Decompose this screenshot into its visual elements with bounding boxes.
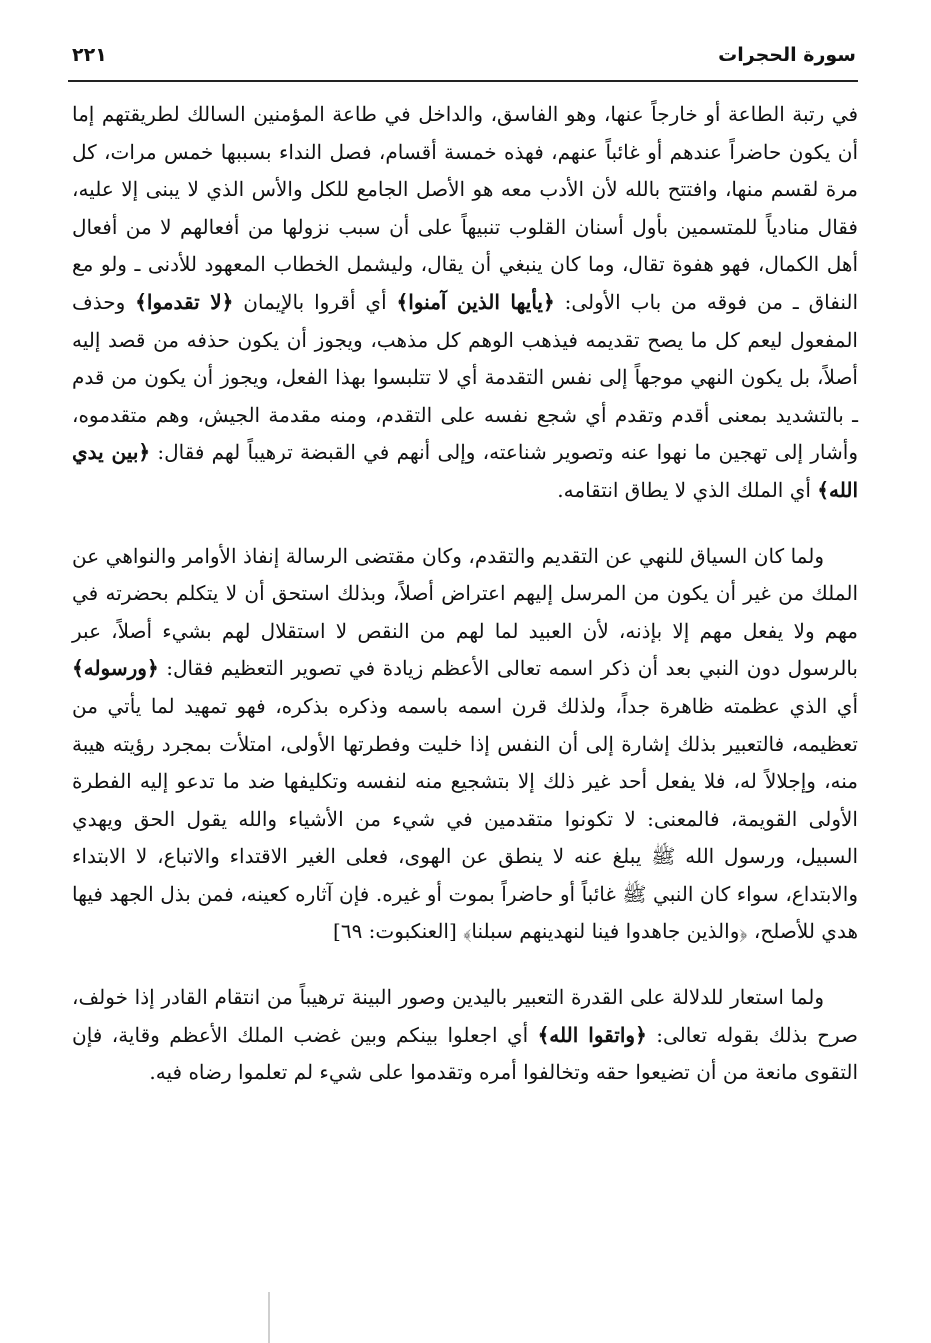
text-segment: في رتبة الطاعة أو خارجاً عنها، وهو الفاسق، والداخل في طاعة المؤمنين السالك لطريقتهم إما أن يكون حاضراً عندهم أو غائباً عنهم، فهذه خمسة أقسام، فصل النداء بسببها خمس مرات، كل مرة لقسم منها، وافتتح بالله لأن الأدب معه هو الأصل الجامع للكل والأس الذي لا يبنى إلا عليه، فقال منادياً للمتسمين بأول أسنان القلوب تنبيهاً على أن سبب نزولها من أفعالهم لا من أفعال أهل الكمال، فهو هفوة تقال، وما كان ينبغي أن يقال، وليشمل الخطاب المعهود للأدنى ـ ولو مع النفاق ـ من فوقه من باب الأولى: [72, 102, 859, 314]
page-body [72, 96, 858, 1092]
header-divider [68, 80, 858, 82]
text-segment: أي أقروا بالإيمان [233, 289, 397, 314]
text-segment: أي الذي عظمته ظاهرة جداً، ولذلك قرن اسمه باسمه وذكره بذكره، فهو تمهيد لما يأتي من تعظيمه، فالتعبير بذلك إشارة إلى أن النفس إذا خليت وفطرتها الأولى، امتلأت بمجرد رؤيته هيبة منه، وإجلالاً له، فلا يفعل أحد غير ذلك إلا بتشجيع منه لنفسه وتكليفها ضد ما تدعو إليه الفطرة الأولى القويمة، فالمعنى: لا تكونوا متقدمين في شيء من الأشياء والله يقول الحق ويهدي السبيل، ورسول الله ﷺ يبلغ عنه لا ينطق عن الهوى، فعلى الغير الاقتداء والاتباع، لا الابتداء والابتداع، سواء كان النبي ﷺ غائباً أو حاضراً بموت أو غيره. فإن آثاره كعينه، فمن بذل الجهد فيها هدي للأصلح، ﴿والذين جاهدوا فينا لنهدينهم سبلنا﴾ [العنكبوت: ٦٩] [72, 693, 859, 944]
text-segment: وحذف المفعول ليعم كل ما يصح تقديمه فيذهب الوهم كل مذهب، ويجوز أن يكون حذفه من قصد إليه أصلاً، بل يكون النهي موجهاً إلى نفس التقدمة أي لا تتلبسوا بهذا الفعل، ويجوز أن يكون من قدم ـ بالتشديد بمعنى أقدم وتقدم أي شجع نفسه على التقدم، ومنه مقدمة الجيش، وهم متقدموه، وأشار إلى تهجين ما نهوا عنه وتصوير شناعته، وإلى أنهم في القبضة ترهيباً لهم فقال: [72, 289, 858, 465]
page-number: ٢٢١ [72, 44, 107, 66]
scan-artifact-line [268, 1292, 270, 1343]
paragraph-2 [72, 538, 858, 952]
page-header [72, 40, 856, 74]
text-segment: ولما استعار للدلالة على القدرة التعبير باليدين وصور البينة ترهيباً من انتقام القادر إذا خولف، صرح بذلك بقوله تعالى: [72, 985, 859, 1047]
paragraph-3 [72, 979, 858, 1092]
quran-quote: ﴿ورسوله﴾ [72, 656, 159, 681]
text-segment: ولما كان السياق للنهي عن التقديم والتقدم، وكان مقتضى الرسالة إنفاذ الأوامر والنواهي عن الملك من غير أن يكون من المرسل إليهم اعتراض أصلاً، وبذلك استحق أن لا يتكلم بحضرته في مهم ولا يفعل مهم إلا بإذنه، لأن العبيد لما لهم من النقص لا استقلال لهم بشيء أصلاً، عبر بالرسول دون النبي بعد أن ذكر اسمه تعالى الأعظم زيادة في تصوير التعظيم فقال: [72, 543, 858, 681]
quran-quote: ﴿واتقوا الله﴾ [537, 1022, 647, 1047]
quran-quote: ﴿يأيها الذين آمنوا﴾ [396, 289, 555, 314]
quran-quote: ﴿لا تقدموا﴾ [135, 289, 234, 314]
text-segment: أي اجعلوا بينكم وبين غضب الملك الأعظم وقاية، فإن التقوى مانعة من أن تضيعوا حقه وتخالفوا أمره وتقدموا على شيء لم تعلموا رضاه فيه. [72, 1022, 858, 1085]
paragraph-1 [72, 96, 858, 510]
quran-quote: ﴿بين يدي الله﴾ [72, 440, 858, 502]
surah-title: سورة الحجرات [718, 44, 856, 66]
text-segment: أي الملك الذي لا يطاق انتقامه. [557, 477, 818, 502]
